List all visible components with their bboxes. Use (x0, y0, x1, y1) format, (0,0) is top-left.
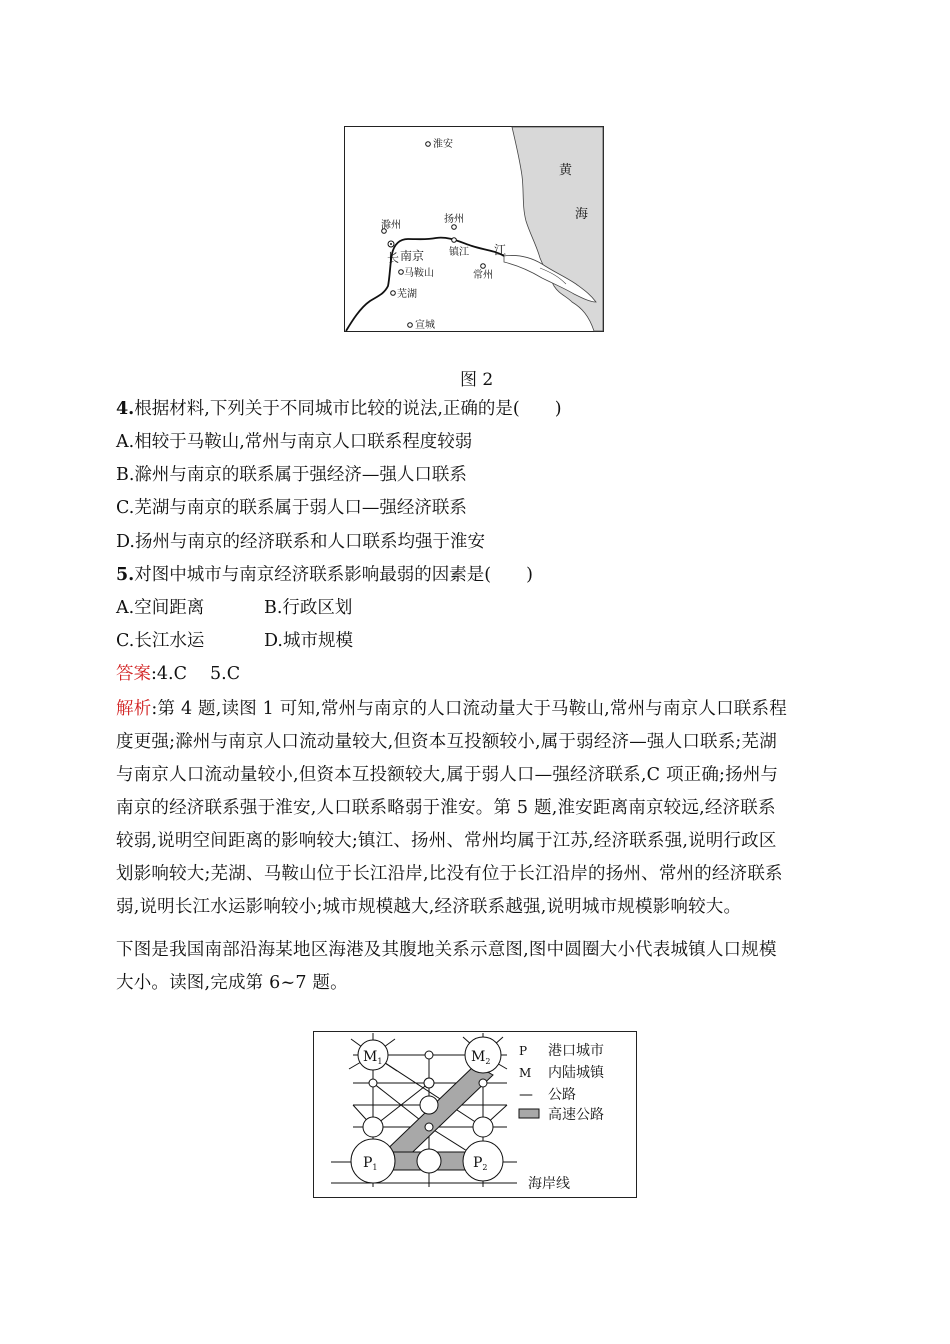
q5-option-c: C.长江水运 (116, 631, 205, 651)
figure-caption: 图 2 (460, 370, 494, 390)
q4-option-c: C.芜湖与南京的联系属于弱人口—强经济联系 (116, 498, 467, 518)
answer-text: :4.C 5.C (151, 664, 241, 684)
analysis-block: 解析:第 4 题,读图 1 可知,常州与南京的人口流动量大于马鞍山,常州与南京人口联系程 度更强;滁州与南京人口流动量较大,但资本互投额较小,属于弱经济—强人口联系;芜湖 与南京人口流动量较小,但资本互投额较大,属于弱人口—强经济联系,C 项正确;扬州与 南京的经济联系强于淮安,人口联系略弱于淮安。第 5 题,淮安距离南京较远,经济联系 较弱,说明空间距离的影响较大;镇江、扬州、常州均属于江苏,经济联系强,说明行政区 划影响较大;芜湖、马鞍山位于长江沿岸,比没有位于长江沿岸的扬州、常州的经济联系 弱,说明长江水运影响较小;城市规模越大,经济联系越强,说明城市规模影响较大。 (116, 699, 787, 917)
svg-text:内陆城镇: 内陆城镇 (548, 1065, 604, 1081)
port-hinterland-diagram (313, 1031, 637, 1198)
q5-options-row-1 (116, 596, 352, 620)
q5-option-a: A.空间距离 (116, 598, 205, 618)
q4-option-d: D.扬州与南京的经济联系和人口联系均强于淮安 (116, 532, 485, 552)
question-4-number: 4. (116, 399, 135, 419)
label-chang: 长 (387, 251, 400, 265)
svg-text:P1: $P_1$ (363, 1155, 378, 1172)
svg-text:M1: $M_1$ (363, 1049, 383, 1066)
svg-text:P: P (519, 1044, 528, 1058)
svg-text:M2: $M_2$ (471, 1049, 491, 1066)
svg-text:港口城市: 港口城市 (548, 1043, 604, 1059)
svg-text:高速公路: 高速公路 (548, 1107, 604, 1123)
q5-option-b: B.行政区划 (264, 598, 353, 618)
label-chuzhou: 滁州 (381, 220, 401, 231)
svg-text:—: — (519, 1087, 533, 1103)
intro-paragraph: 下图是我国南部沿海某地区海港及其腹地关系示意图,图中圆圈大小代表城镇人口规模 大小。读图,完成第 6~7 题。 (116, 940, 777, 993)
label-xuancheng: 宣城 (415, 320, 435, 331)
label-yangzhou: 扬州 (444, 214, 464, 225)
svg-text:P2: $P_2$ (473, 1155, 488, 1172)
q5-options-row-2 (116, 629, 353, 653)
coastline-label: 海岸线 (528, 1176, 570, 1192)
label-hai: 海 (575, 207, 589, 222)
question-4-stem: 4.根据材料,下列关于不同城市比较的说法,正确的是( ) (116, 399, 562, 419)
svg-text:公路: 公路 (548, 1087, 576, 1103)
label-zhenjiang: 镇江 (449, 247, 469, 258)
port-p2 (463, 1141, 503, 1181)
port-p1 (351, 1139, 395, 1183)
yangtze-region-map (344, 126, 604, 332)
question-5-number: 5. (116, 565, 135, 585)
label-huang: 黄 (559, 163, 573, 178)
q4-option-b: B.滁州与南京的联系属于强经济—强人口联系 (116, 465, 467, 485)
answer-line (116, 662, 240, 686)
analysis-label: 解析 (116, 699, 152, 719)
svg-text:M: M (519, 1066, 532, 1080)
label-wuhu: 芜湖 (397, 289, 417, 300)
answer-label: 答案 (116, 664, 151, 684)
label-maanshan: 马鞍山 (404, 268, 434, 279)
q5-option-d: D.城市规模 (264, 631, 353, 651)
label-jiang: 江 (494, 243, 507, 257)
label-changzhou: 常州 (473, 270, 493, 281)
label-huaian: 淮安 (433, 139, 453, 150)
label-nanjing: 南京 (400, 249, 425, 263)
question-5-stem: 5.对图中城市与南京经济联系影响最弱的因素是( ) (116, 565, 533, 585)
q4-option-a: A.相较于马鞍山,常州与南京人口联系程度较弱 (116, 432, 473, 452)
